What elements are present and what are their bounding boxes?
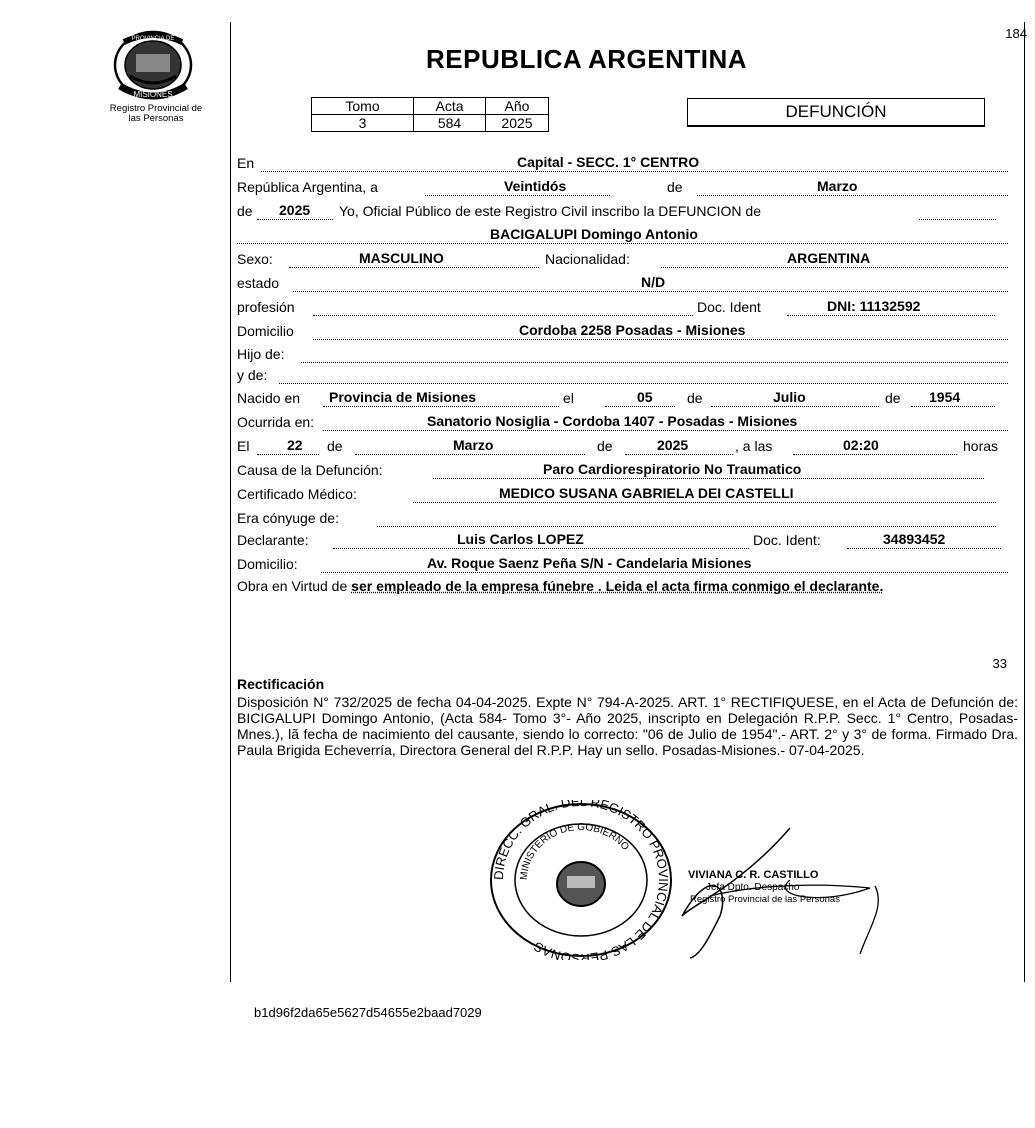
section-number: 33 bbox=[992, 656, 1007, 671]
def-dia: 22 bbox=[287, 437, 303, 453]
declarante-label: Declarante: bbox=[237, 532, 309, 548]
mes: Marzo bbox=[817, 178, 858, 194]
right-border-line bbox=[1024, 22, 1025, 982]
row-fecha-defuncion bbox=[237, 437, 1008, 457]
declarante-value: Luis Carlos LOPEZ bbox=[457, 531, 584, 547]
doc-ident-label: Doc. Ident bbox=[697, 299, 761, 315]
ocurrida-en-value: Sanatorio Nosiglia - Cordoba 1407 - Posadas - Misiones bbox=[427, 413, 798, 429]
sexo-label: Sexo: bbox=[237, 251, 273, 267]
svg-text:Registro Provincial de las Per: Registro Provincial de las Personas bbox=[690, 894, 840, 905]
estado-value: N/D bbox=[641, 274, 666, 290]
horas-label: horas bbox=[963, 438, 999, 454]
row-fecha-inscripcion bbox=[237, 178, 1008, 198]
sexo-value: MASCULINO bbox=[359, 250, 444, 266]
nac-de2: de bbox=[885, 390, 901, 406]
row-en bbox=[237, 154, 1008, 174]
certificado-label: Certificado Médico: bbox=[237, 486, 357, 502]
ocurrida-label: Ocurrida en: bbox=[237, 414, 315, 430]
doc-ident-label2: Doc. Ident: bbox=[753, 532, 821, 548]
nacido-label: Nacido en bbox=[237, 390, 301, 406]
rectificacion-title: Rectificación bbox=[237, 676, 325, 692]
nac-anio: 1954 bbox=[929, 389, 961, 405]
province-seal-logo bbox=[106, 28, 200, 102]
nombre-fallecido: BACIGALUPI Domingo Antonio bbox=[490, 226, 698, 242]
conyuge-label: Era cónyuge de: bbox=[237, 510, 339, 526]
domicilio-label2: Domicilio: bbox=[237, 556, 298, 572]
en-label: En bbox=[237, 155, 255, 171]
row-sexo bbox=[237, 250, 1008, 270]
declarante-domicilio: Av. Roque Saenz Peña S/N - Candelaria Misiones bbox=[427, 555, 752, 571]
registry-label bbox=[86, 104, 226, 124]
anio-inscripcion: 2025 bbox=[279, 202, 311, 218]
hora: 02:20 bbox=[843, 437, 879, 453]
row-inscribo bbox=[237, 202, 1008, 222]
causa-value: Paro Cardiorespiratorio No Traumatico bbox=[543, 461, 802, 477]
registry-label-line1: Registro Provincial de bbox=[109, 103, 203, 114]
svg-text:PROVINCIA DE: PROVINCIA DE bbox=[131, 36, 175, 42]
record-type-box: DEFUNCIÓN bbox=[687, 98, 985, 127]
nac-de1: de bbox=[687, 390, 703, 406]
obra-prefix: Obra en Virtud de bbox=[237, 578, 348, 594]
certificado-value: MEDICO SUSANA GABRIELA DEI CASTELLI bbox=[499, 485, 794, 501]
doc-ident-value: DNI: 11132592 bbox=[827, 298, 921, 314]
def-mes: Marzo bbox=[453, 437, 494, 453]
inscribo-text: Yo, Oficial Público de este Registro Civil inscribo la DEFUNCION de bbox=[339, 203, 761, 219]
svg-text:MINISTERIO DE GOBIERNO: MINISTERIO DE GOBIERNO bbox=[518, 821, 631, 881]
document-hash: b1d96f2da65e5627d54655e2baad7029 bbox=[254, 1005, 482, 1020]
def-de1: de bbox=[327, 438, 343, 454]
registry-label-line2: las Personas bbox=[128, 113, 184, 124]
nacido-en-value: Provincia de Misiones bbox=[329, 389, 477, 405]
anio-header: Año bbox=[486, 98, 549, 115]
anio-value: 2025 bbox=[486, 115, 549, 132]
def-anio: 2025 bbox=[657, 437, 689, 453]
declarante-doc: 34893452 bbox=[883, 531, 946, 547]
svg-text:VIVIANA C. R. CASTILLO: VIVIANA C. R. CASTILLO bbox=[688, 869, 819, 881]
nac-mes: Julio bbox=[773, 389, 806, 405]
tomo-header: Tomo bbox=[312, 98, 414, 115]
signature-block bbox=[670, 826, 910, 960]
row-estado bbox=[237, 274, 1008, 294]
row-conyuge bbox=[237, 509, 1008, 529]
domicilio-value: Cordoba 2258 Posadas - Misiones bbox=[519, 322, 746, 338]
row-nacido bbox=[237, 389, 1008, 409]
acta-value: 584 bbox=[414, 115, 486, 132]
row-hijo-de bbox=[237, 345, 1008, 365]
y-de-label: y de: bbox=[237, 367, 268, 383]
document-title: REPUBLICA ARGENTINA bbox=[426, 44, 748, 74]
left-border-line bbox=[230, 22, 231, 982]
de-label2: de bbox=[237, 203, 253, 219]
obra-en-virtud bbox=[237, 578, 1018, 595]
tomo-value: 3 bbox=[312, 115, 414, 132]
row-causa bbox=[237, 461, 1008, 481]
republica-label: República Argentina, a bbox=[237, 179, 378, 195]
dia-letras: Veintidós bbox=[504, 178, 567, 194]
rectificacion-body: Disposición N° 732/2025 de fecha 04-04-2025. Expte N° 794-A-2025. ART. 1° RECTIFIQUESE, en el Acta de Defunción de: BICIGALUPI Domingo Antonio, (Acta 584- Tomo 3°- Año 2025, inscripto en Delegación R.P.P. Secc. 1° Centro, Posadas-Mnes.), lã fecha de nacimiento del causante, siendo lo correcto: "06 de Julio de 1954".- ART. 2° y 3° de forma. Firmado Dra. Paula Brigida Echeverría, Directora General del R.P.P. Hay un sello. Posadas-Misiones.- 07-04-2025. bbox=[237, 694, 1018, 758]
svg-text:Jefa Dpto. Despacho: Jefa Dpto. Despacho bbox=[706, 882, 800, 893]
row-nombre bbox=[237, 226, 1008, 246]
profesion-label: profesión bbox=[237, 299, 295, 315]
el-label: el bbox=[563, 390, 574, 406]
page-number: 184 bbox=[1005, 26, 1027, 41]
row-domicilio-declarante bbox=[237, 555, 1008, 575]
hijo-label: Hijo de: bbox=[237, 346, 285, 362]
row-certificado bbox=[237, 485, 1008, 505]
row-declarante bbox=[237, 531, 1008, 551]
el-label2: El bbox=[237, 438, 250, 454]
row-ocurrida bbox=[237, 413, 1008, 433]
estado-label: estado bbox=[237, 275, 280, 291]
nac-dia: 05 bbox=[637, 389, 653, 405]
row-profesion bbox=[237, 298, 1008, 318]
acta-header: Acta bbox=[414, 98, 486, 115]
obra-text: ser empleado de la empresa fúnebre . Leida el acta firma conmigo el declarante. bbox=[351, 578, 884, 594]
nacionalidad-value: ARGENTINA bbox=[787, 250, 871, 266]
nacionalidad-label: Nacionalidad: bbox=[545, 251, 630, 267]
record-table bbox=[311, 97, 549, 132]
def-de2: de bbox=[597, 438, 613, 454]
a-las-label: , a las bbox=[735, 438, 773, 454]
en-value: Capital - SECC. 1° CENTRO bbox=[517, 154, 700, 170]
domicilio-label: Domicilio bbox=[237, 323, 294, 339]
svg-text:MISIONES: MISIONES bbox=[133, 90, 173, 99]
row-y-de bbox=[237, 366, 1008, 386]
svg-text:DIRECC. GRAL. DEL REGISTRO PRO: DIRECC. GRAL. DEL REGISTRO PROVINCIAL DE LAS PERSONAS bbox=[490, 800, 672, 960]
official-seal-stamp bbox=[481, 800, 681, 960]
de-label: de bbox=[667, 179, 683, 195]
row-domicilio bbox=[237, 322, 1008, 342]
causa-label: Causa de la Defunción: bbox=[237, 462, 383, 478]
